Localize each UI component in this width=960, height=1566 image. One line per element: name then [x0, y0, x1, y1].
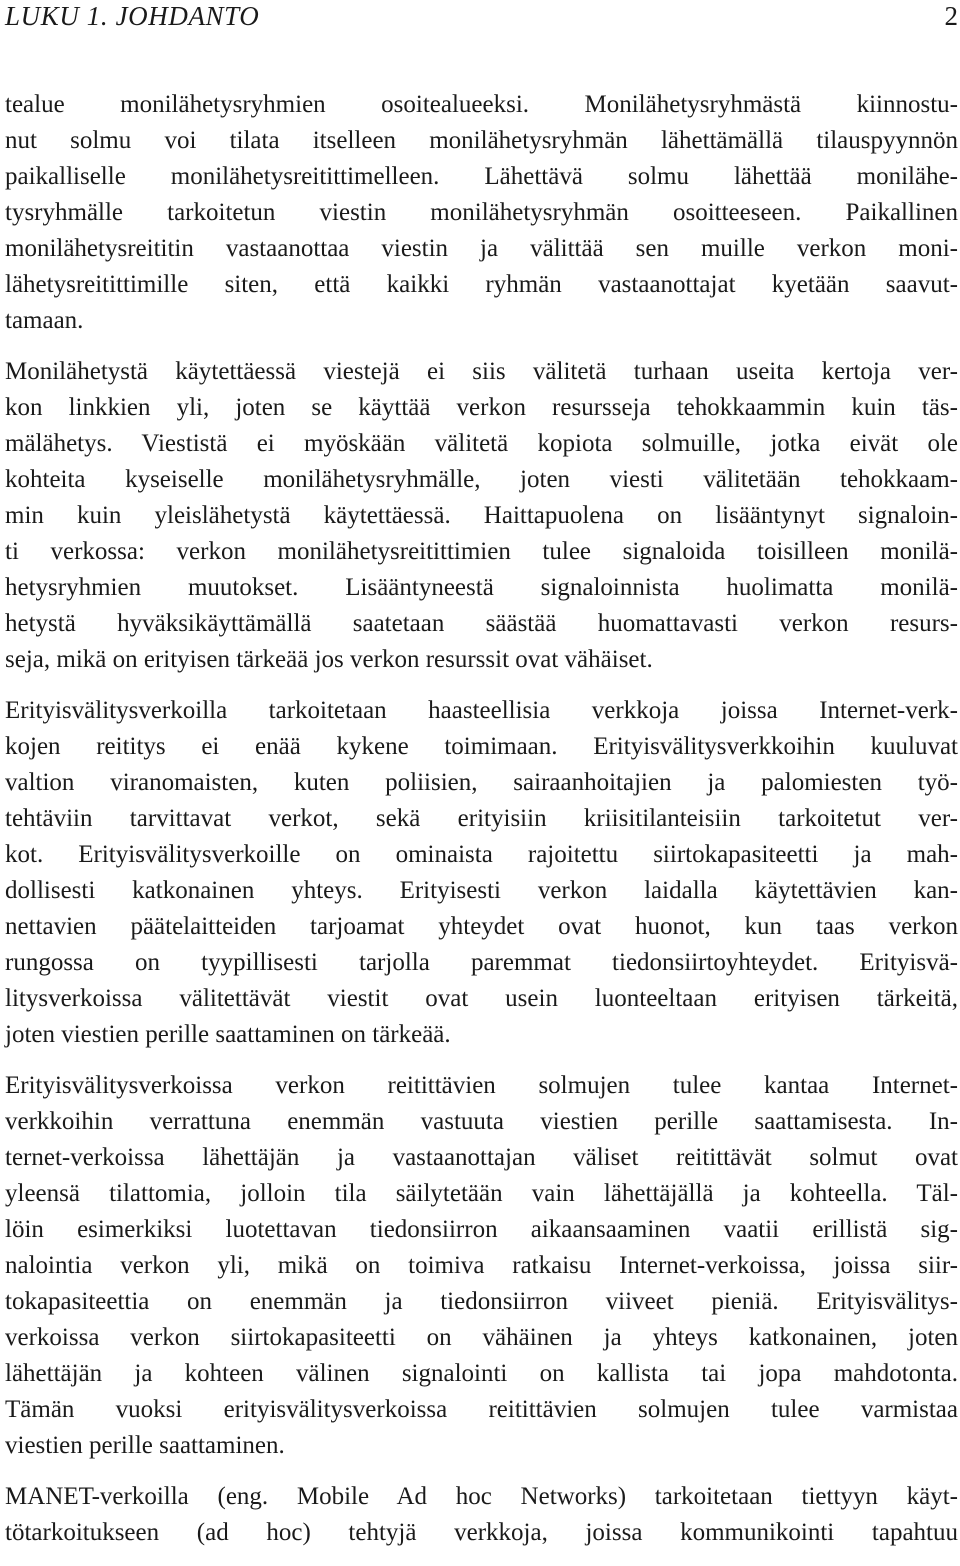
- text-line: tealue monilähetysryhmien osoitealueeksi. Monilähetysryhmästä kiinnostu-: [5, 91, 958, 118]
- text-line: tehtäviin tarvittavat verkot, sekä erityisiin kriisitilanteisiin tarkoitetut ver-: [5, 805, 958, 832]
- text-line: ti verkossa: verkon monilähetysreitittimien tulee signaloida toisilleen monilä-: [5, 538, 958, 565]
- text-line: lähetysreitittimille siten, että kaikki ryhmän vastaanottajat kyetään saavut-: [5, 271, 958, 298]
- text-line: Erityisvälitysverkoissa verkon reitittävien solmujen tulee kantaa Internet-: [5, 1072, 958, 1099]
- text-line: ternet-verkoissa lähettäjän ja vastaanottajan väliset reitittävät solmut ovat: [5, 1144, 958, 1171]
- text-line: kojen reititys ei enää kykene toimimaan. Erityisvälitysverkkoihin kuuluvat: [5, 733, 958, 760]
- chapter-title: LUKU 1. JOHDANTO: [5, 1, 260, 31]
- text-line: verkkoihin verrattuna enemmän vastuuta viestien perille saattamisesta. In-: [5, 1108, 958, 1135]
- text-line: MANET-verkoilla (eng. Mobile Ad hoc Networks) tarkoitetaan tiettyyn käyt-: [5, 1483, 958, 1510]
- text-line: tysryhmälle tarkoitetun viestin monilähetysryhmän osoitteeseen. Paikallinen: [5, 199, 958, 226]
- page-number: 2: [944, 1, 958, 31]
- text-line: hetysryhmien muutokset. Lisääntyneestä signaloinnista huolimatta monilä-: [5, 574, 958, 601]
- text-line: paikalliselle monilähetysreitittimelleen. Lähettävä solmu lähettää monilähe-: [5, 163, 958, 190]
- paragraph: [5, 1479, 958, 1551]
- text-line: rungossa on tyypillisesti tarjolla paremmat tiedonsiirtoyhteydet. Erityisvä-: [5, 949, 958, 976]
- text-line: tötarkoitukseen (ad hoc) tehtyjä verkkoja, joissa kommunikointi tapahtuu: [5, 1519, 958, 1546]
- text-line: kot. Erityisvälitysverkoille on ominaista rajoitettu siirtokapasiteetti ja mah-: [5, 841, 958, 868]
- text-line: min kuin yleislähetystä käytettäessä. Haittapuolena on lisääntynyt signaloin-: [5, 502, 958, 529]
- text-line: Erityisvälitysverkoilla tarkoitetaan haasteellisia verkkoja joissa Internet-verk-: [5, 697, 958, 724]
- text-line: kohteita kyseiselle monilähetysryhmälle, joten viesti välitetään tehokkaam-: [5, 466, 958, 493]
- text-line: valtion viranomaisten, kuten poliisien, sairaanhoitajien ja palomiesten työ-: [5, 769, 958, 796]
- running-header: [5, 0, 958, 32]
- text-line: nalointia verkon yli, mikä on toimiva ratkaisu Internet-verkoissa, joissa siir-: [5, 1252, 958, 1279]
- text-line: tokapasiteettia on enemmän ja tiedonsiirron viiveet pieniä. Erityisvälitys-: [5, 1288, 958, 1315]
- paragraph: [5, 87, 958, 339]
- text-line: löin esimerkiksi luotettavan tiedonsiirron aikaansaaminen vaatii erillistä sig-: [5, 1216, 958, 1243]
- text-line: dollisesti katkonainen yhteys. Erityisesti verkon laidalla käytettävien kan-: [5, 877, 958, 904]
- text-line: hetystä hyväksikäyttämällä saatetaan säästää huomattavasti verkon resurs-: [5, 610, 958, 637]
- text-line: Monilähetystä käytettäessä viestejä ei siis välitetä turhaan useita kertoja ver-: [5, 358, 958, 385]
- text-line: tamaan.: [5, 307, 84, 334]
- paragraph: [5, 1068, 958, 1464]
- text-line: monilähetysreititin vastaanottaa viestin ja välittää sen muille verkon moni-: [5, 235, 958, 262]
- text-line: yleensä tilattomia, jolloin tila säilytetään vain lähettäjällä ja kohteella. Täl-: [5, 1180, 958, 1207]
- text-line: Tämän vuoksi erityisvälitysverkoissa reitittävien solmujen tulee varmistaa: [5, 1396, 958, 1423]
- paragraph: [5, 693, 958, 1053]
- text-line: lähettäjän ja kohteen välinen signalointi on kallista tai jopa mahdotonta.: [5, 1360, 958, 1387]
- text-line: nut solmu voi tilata itselleen monilähetysryhmän lähettämällä tilauspyynnön: [5, 127, 958, 154]
- text-line: seja, mikä on erityisen tärkeää jos verkon resurssit ovat vähäiset.: [5, 646, 653, 673]
- text-line: viestien perille saattaminen.: [5, 1432, 285, 1459]
- paragraph: [5, 354, 958, 678]
- text-line: mälähetys. Viestistä ei myöskään välitetä kopiota solmuille, jotka eivät ole: [5, 430, 958, 457]
- text-line: joten viestien perille saattaminen on tärkeää.: [5, 1021, 451, 1048]
- text-line: verkoissa verkon siirtokapasiteetti on vähäinen ja yhteys katkonainen, joten: [5, 1324, 958, 1351]
- text-line: nettavien päätelaitteiden tarjoamat yhteydet ovat huonot, kun taas verkon: [5, 913, 958, 940]
- document-body: [5, 87, 958, 1566]
- text-line: litysverkoissa välitettävät viestit ovat usein luonteeltaan erityisen tärkeitä,: [5, 985, 958, 1012]
- text-line: kon linkkien yli, joten se käyttää verkon resursseja tehokkaammin kuin täs-: [5, 394, 958, 421]
